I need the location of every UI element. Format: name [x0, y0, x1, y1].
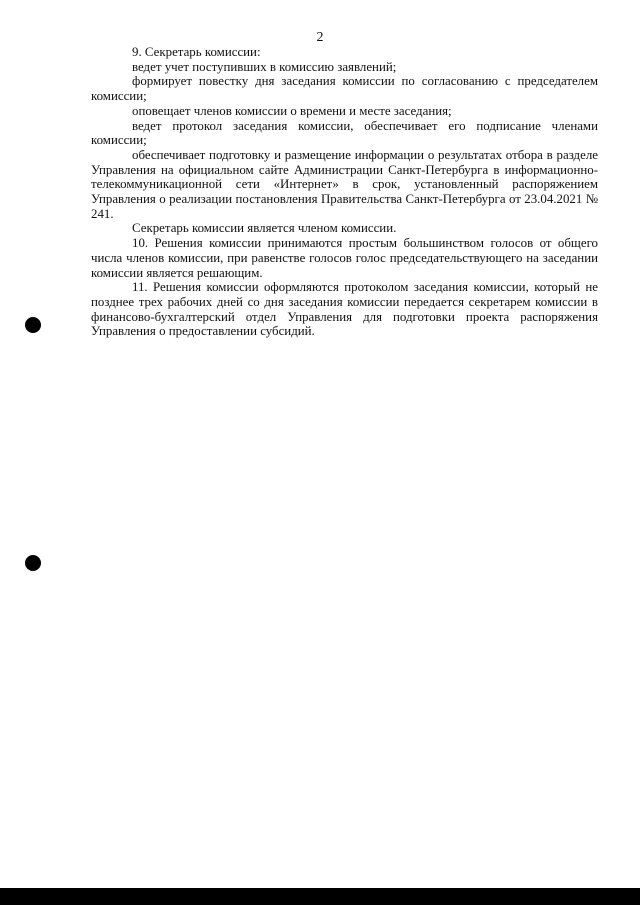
punch-hole-top	[25, 317, 41, 333]
paragraph-secretary-duty-publish: обеспечивает подготовку и размещение информации о результатах отбора в разделе Управления на официальном сайте Администрации Санкт-Петербурга в информационно-телекоммуникационной сети «Интернет» в срок, установленный распоряжением Управления о реализации постановления Правительства Санкт-Петербурга от 23.04.2021 № 241.	[91, 147, 598, 221]
document-body	[91, 45, 598, 339]
paragraph-clause-10: 10. Решения комиссии принимаются простым большинством голосов от общего числа членов комиссии, при равенстве голосов голос председательствующего на заседании комиссии является решающим.	[91, 236, 598, 280]
paragraph-clause-11: 11. Решения комиссии оформляются протоколом заседания комиссии, который не позднее трех рабочих дней со дня заседания комиссии передается секретарем комиссии в финансово-бухгалтерский отдел Управления для подготовки проекта распоряжения Управления о предоставлении субсидий.	[91, 280, 598, 339]
paragraph-secretary-membership: Секретарь комиссии является членом комиссии.	[132, 221, 397, 236]
scan-bottom-edge	[0, 888, 640, 905]
paragraph-secretary-duty-notify: оповещает членов комиссии о времени и месте заседания;	[132, 103, 452, 118]
paragraph-secretary-duty-agenda: формирует повестку дня заседания комиссии по согласованию с председателем комиссии;	[91, 74, 598, 104]
paragraph-secretary-heading: 9. Секретарь комиссии:	[132, 45, 261, 59]
page-number: 2	[316, 30, 324, 45]
paragraph-secretary-duty-registration: ведет учет поступивших в комиссию заявлений;	[132, 59, 397, 74]
punch-hole-bottom	[25, 555, 41, 571]
paragraph-secretary-duty-protocol: ведет протокол заседания комиссии, обеспечивает его подписание членами комиссии;	[91, 118, 598, 148]
